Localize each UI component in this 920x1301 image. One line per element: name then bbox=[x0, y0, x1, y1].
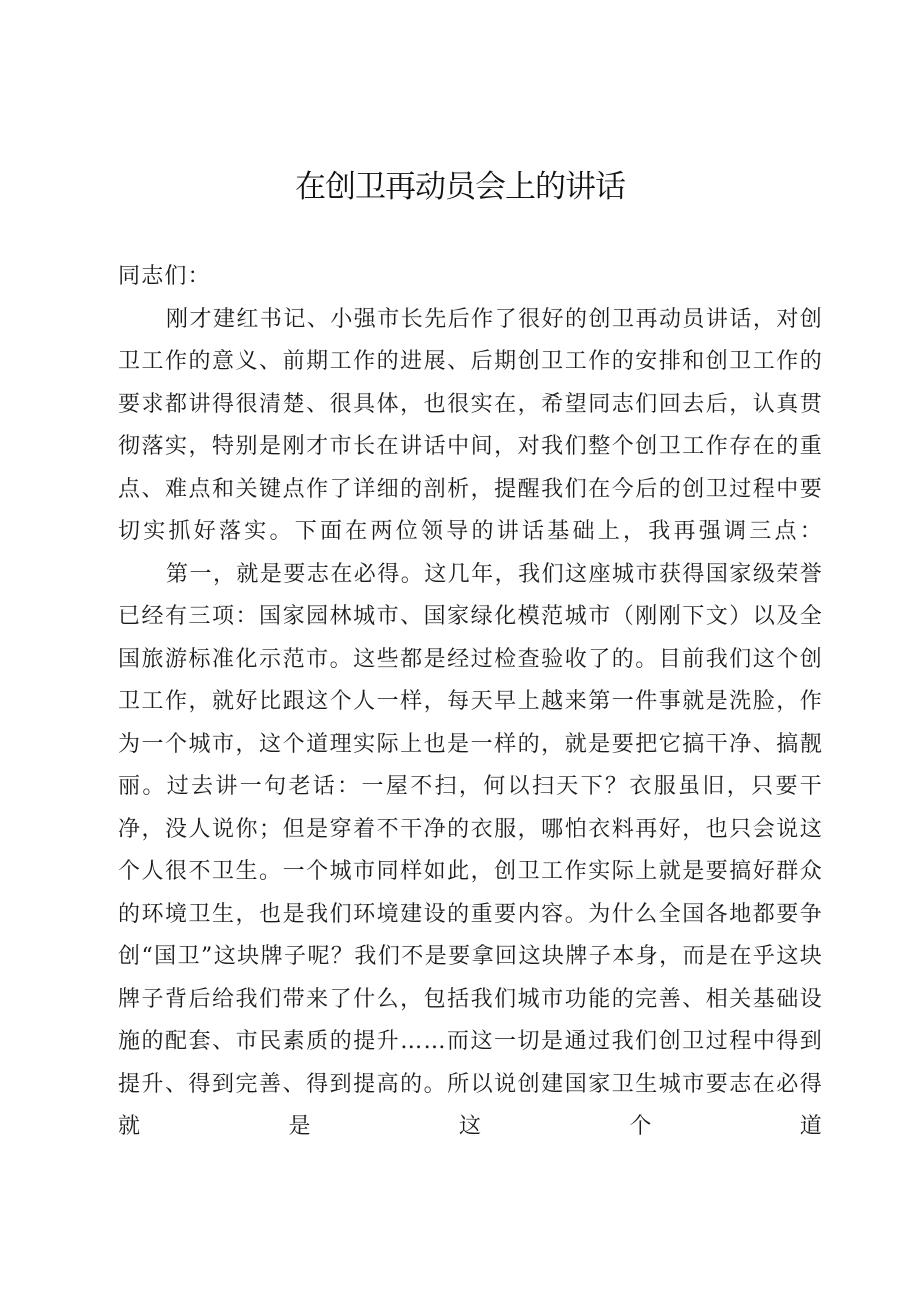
paragraph-opening: 刚才建红书记、小强市长先后作了很好的创卫再动员讲话，对创卫工作的意义、前期工作的进展、后期创卫工作的安排和创卫工作的要求都讲得很清楚、很具体，也很实在，希望同志们回去后，认真贯彻落实，特别是刚才市长在讲话中间，对我们整个创卫工作存在的重点、难点和关键点作了详细的剖析，提醒我们在今后的创卫过程中要切实抓好落实。下面在两位领导的讲话基础上，我再强调三点： bbox=[118, 306, 823, 544]
document-body bbox=[118, 256, 823, 1149]
paragraph-first-point: 第一，就是要志在必得。这几年，我们这座城市获得国家级荣誉已经有三项：国家园林城市、国家绿化模范城市（刚刚下文）以及全国旅游标准化示范市。这些都是经过检查验收了的。目前我们这个创卫工作，就好比跟这个人一样，每天早上越来第一件事就是洗脸，作为一个城市，这个道理实际上也是一样的，就是要把它搞干净、搞靓丽。过去讲一句老话：一屋不扫，何以扫天下？衣服虽旧，只要干净，没人说你；但是穿着不干净的衣服，哪怕衣料再好，也只会说这个人很不卫生。一个城市同样如此，创卫工作实际上就是要搞好群众的环境卫生，也是我们环境建设的重要内容。为什么全国各地都要争创“国卫”这块牌子呢？我们不是要拿回这块牌子本身，而是在乎这块牌子背后给我们带来了什么，包括我们城市功能的完善、相关基础设施的配套、市民素质的提升……而这一切是通过我们创卫过程中得到提升、得到完善、得到提高的。所以说创建国家卫生城市要志在必得就是这个道 bbox=[118, 561, 823, 1139]
document-title: 在创卫再动员会上的讲话 bbox=[295, 169, 625, 205]
salutation: 同志们： bbox=[118, 264, 211, 289]
